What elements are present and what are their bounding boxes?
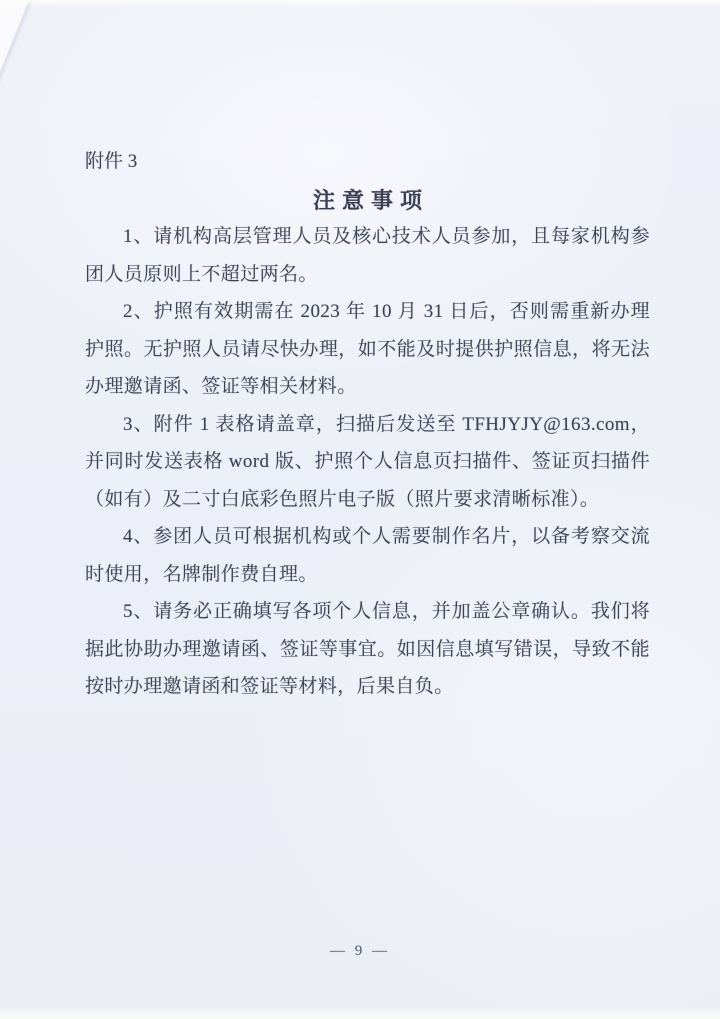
page-number: — 9 — <box>330 943 390 959</box>
attachment-label: 附件 3 <box>85 151 138 172</box>
document-content <box>85 0 650 706</box>
document-title: 注意事项 <box>312 188 429 213</box>
document-paragraphs <box>85 218 650 706</box>
paragraph-3: 3、附件 1 表格请盖章，扫描后发送至 TFHJYJY@163.com，并同时发送表格 word 版、护照个人信息页扫描件、签证页扫描件（如有）及二寸白底彩色照片电子版（照片要求清晰标准）。 <box>85 413 650 510</box>
paragraph-4: 4、参团人员可根据机构或个人需要制作名片，以备考察交流时使用，名牌制作费自理。 <box>85 526 650 585</box>
paragraph-5: 5、请务必正确填写各项个人信息，并加盖公章确认。我们将据此协助办理邀请函、签证等事宜。如因信息填写错误，导致不能按时办理邀请函和签证等材料，后果自负。 <box>85 601 650 697</box>
paragraph-1: 1、请机构高层管理人员及核心技术人员参加，且每家机构参团人员原则上不超过两名。 <box>85 226 650 285</box>
paragraph-2: 2、护照有效期需在 2023 年 10 月 31 日后，否则需重新办理护照。无护照人员请尽快办理，如不能及时提供护照信息，将无法办理邀请函、签证等相关材料。 <box>85 301 650 397</box>
